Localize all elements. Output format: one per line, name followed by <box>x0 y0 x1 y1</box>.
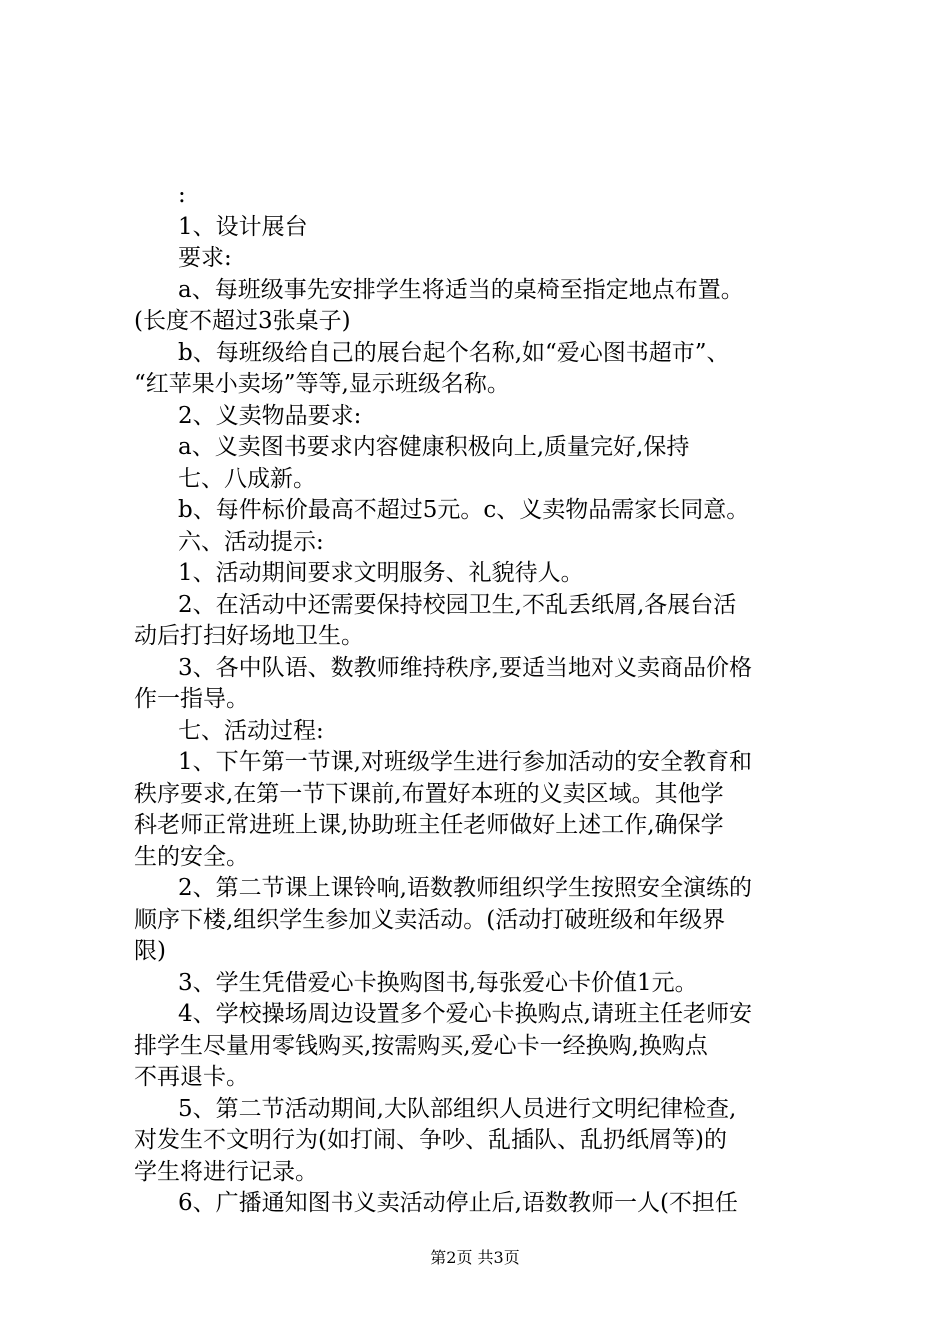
text-line: 七、八成新。 <box>178 465 316 492</box>
text-line: a、每班级事先安排学生将适当的桌椅至指定地点布置。 <box>178 276 744 303</box>
text-line: 3、学生凭借爱心卡换购图书,每张爱心卡价值1元。 <box>178 969 698 996</box>
text-line: 2、在活动中还需要保持校园卫生,不乱丢纸屑,各展台活 <box>178 591 737 618</box>
text-line: 4、学校操场周边设置多个爱心卡换购点,请班主任老师安 <box>178 1001 752 1027</box>
text-line: 1、设计展台 <box>178 213 308 240</box>
text-line: 3、各中队语、数教师维持秩序,要适当地对义卖商品价格 <box>178 654 752 681</box>
text-line: 1、活动期间要求文明服务、礼貌待人。 <box>178 560 584 586</box>
text-line: (长度不超过3张桌子) <box>134 308 351 334</box>
page-footer: 第2页 共3页 <box>430 1248 520 1267</box>
text-line: 要求: <box>178 245 232 271</box>
document-body <box>134 180 834 1220</box>
text-line: b、每班级给自己的展台起个名称,如“爱心图书超市”、 <box>178 339 730 366</box>
text-line: 1、下午第一节课,对班级学生进行参加活动的安全教育和 <box>178 749 752 775</box>
text-line: 秩序要求,在第一节下课前,布置好本班的义卖区域。其他学 <box>134 780 724 807</box>
text-line: 排学生尽量用零钱购买,按需购买,爱心卡一经换购,换购点 <box>134 1032 708 1059</box>
text-line: 生的安全。 <box>134 843 249 870</box>
text-line: 科老师正常进班上课,协助班主任老师做好上述工作,确保学 <box>134 812 724 838</box>
text-line: 作一指导。 <box>134 686 249 712</box>
text-line: 动后打扫好场地卫生。 <box>134 623 364 649</box>
text-line: 顺序下楼,组织学生参加义卖活动。(活动打破班级和年级界 <box>134 906 726 933</box>
text-line: b、每件标价最高不超过5元。c、义卖物品需家长同意。 <box>178 497 750 523</box>
text-line: 限) <box>134 938 166 964</box>
text-line: 2、义卖物品要求: <box>178 402 362 429</box>
text-line: 对发生不文明行为(如打闹、争吵、乱插队、乱扔纸屑等)的 <box>134 1127 727 1153</box>
text-line: 2、第二节课上课铃响,语数教师组织学生按照安全演练的 <box>178 875 752 901</box>
text-line: 学生将进行记录。 <box>134 1158 318 1185</box>
text-line: : <box>178 182 186 208</box>
text-line: 5、第二节活动期间,大队部组织人员进行文明纪律检查, <box>178 1095 737 1122</box>
text-line: 六、活动提示: <box>178 528 324 555</box>
text-line: 不再退卡。 <box>134 1064 249 1090</box>
text-line: a、义卖图书要求内容健康积极向上,质量完好,保持 <box>178 434 690 460</box>
text-line: “红苹果小卖场”等等,显示班级名称。 <box>134 371 510 397</box>
text-line: 七、活动过程: <box>178 717 324 744</box>
text-line: 6、广播通知图书义卖活动停止后,语数教师一人(不担任 <box>178 1190 738 1216</box>
